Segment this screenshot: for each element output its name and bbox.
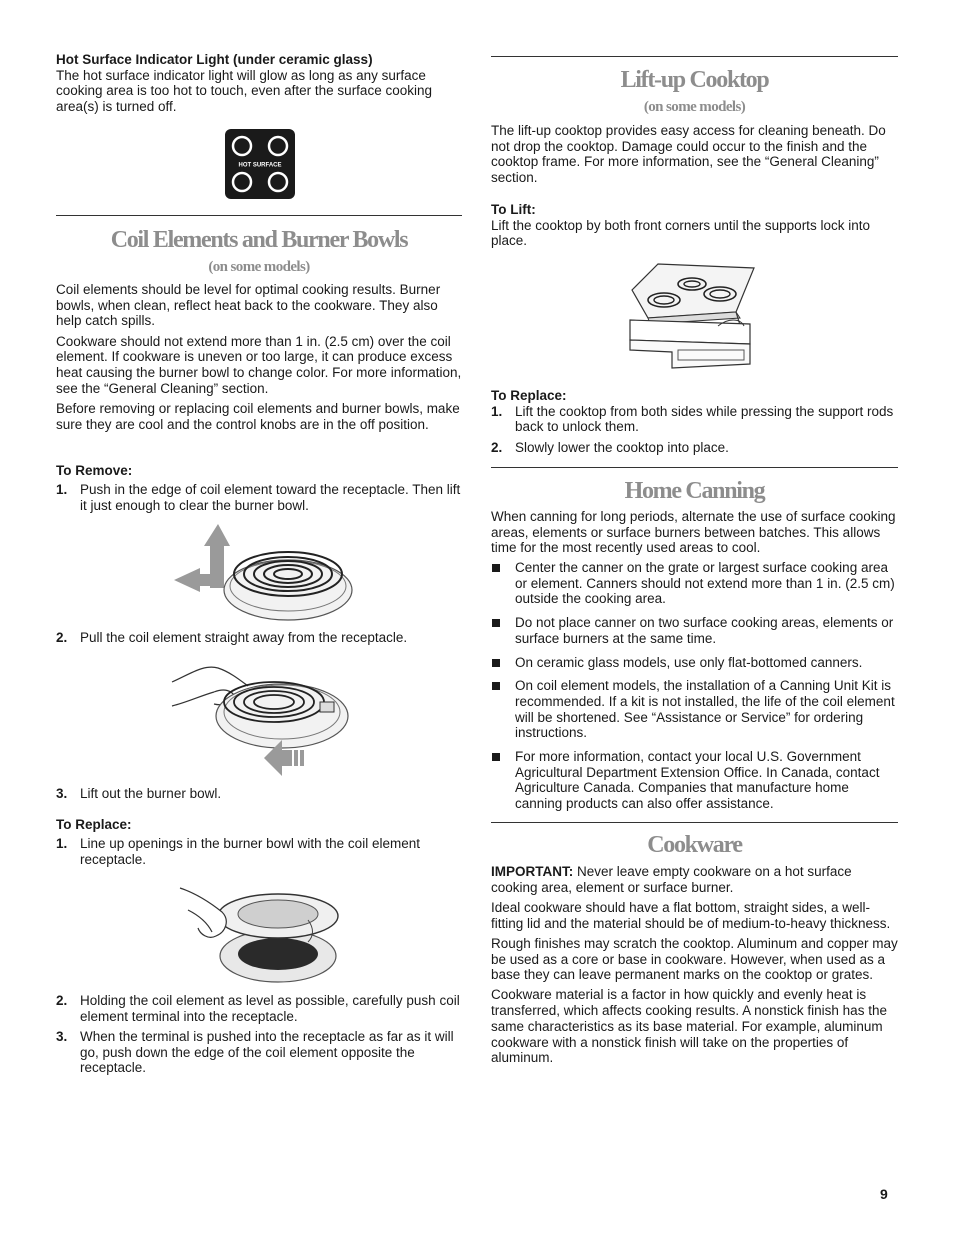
coil-paragraph-2: Cookware should not extend more than 1 in. (2.5 cm) over the coil element. If cookware is uneven or too large, it can produce excess heat causing the burner bowl to change color. For more information, see the “General Cleaning” section. <box>56 333 462 396</box>
cookware-paragraph-1: Ideal cookware should have a flat bottom, straight sides, a well-fitting lid and the material should be of medium-to-heavy thickness. <box>491 899 891 931</box>
list-item <box>491 749 898 812</box>
hot-surface-section <box>56 52 462 115</box>
step-number: 1. <box>491 403 503 419</box>
liftup-replace-block <box>491 388 898 455</box>
step-text: Lift out the burner bowl. <box>80 786 222 801</box>
liftup-lift-body: Lift the cooktop by both front corners until the supports lock into place. <box>491 217 870 249</box>
liftup-replace-heading: To Replace: <box>491 388 567 403</box>
list-item-text: For more information, contact your local U.S. Government Agricultural Department Extension Office. In Canada, contact Agriculture Canada. Companies that manufacture home canning products can also offer assistance. <box>515 749 880 812</box>
cookware-important <box>491 864 898 895</box>
burner-bowl-replace-illustration <box>178 876 348 986</box>
coil-remove-step-1 <box>56 482 462 513</box>
hot-surface-heading: Hot Surface Indicator Light (under ceramic glass) <box>56 52 373 67</box>
bullet-square-icon <box>492 659 500 667</box>
cookware-body <box>491 864 898 1066</box>
coil-replace-step-1 <box>56 836 462 867</box>
coil-remove-heading-block <box>56 463 462 479</box>
step-number: 2. <box>56 630 68 645</box>
page-number: 9 <box>880 1186 888 1202</box>
step-text: Slowly lower the cooktop into place. <box>515 439 729 455</box>
list-item <box>491 560 898 607</box>
bullet-square-icon <box>492 682 500 690</box>
liftup-body: The lift-up cooktop provides easy access for cleaning beneath. Do not drop the cooktop. Damage could occur to the finish and the cooktop frame. For more information, see the “General Cleaning” section. <box>491 123 886 186</box>
list-item-text: Do not place canner on two surface cooking areas, elements or surface burners at the same time. <box>515 615 894 646</box>
liftup-lift-heading: To Lift: <box>491 202 536 217</box>
list-item-text: On ceramic glass models, use only flat-bottomed canners. <box>515 654 863 670</box>
bullet-square-icon <box>492 619 500 627</box>
coil-remove-step-2 <box>56 630 462 646</box>
coil-section-title: Coil Elements and Burner Bowls <box>110 227 408 253</box>
cookware-section-title: Cookware <box>647 832 742 858</box>
canning-intro <box>491 509 898 556</box>
liftup-replace-step-2 <box>491 440 898 456</box>
coil-paragraph-1: Coil elements should be level for optimal cooking results. Burner bowls, when clean, reflect heat back to the cookware. They also help catch spills. <box>56 282 441 329</box>
liftup-lift-block <box>491 202 898 249</box>
coil-paragraph-3: Before removing or replacing coil elements and burner bowls, make sure they are cool and the control knobs are in the off position. <box>56 400 460 432</box>
section-divider <box>491 822 898 823</box>
list-item-text: On coil element models, the installation of a Canning Unit Kit is recommended. If a kit is not installed, the life of the coil element will be shortened. See “Assistance or Service” for ordering instructions. <box>515 678 895 741</box>
step-number: 3. <box>56 786 68 801</box>
important-text: Never leave empty cookware on a hot surface cooking area, element or surface burner. <box>491 864 852 895</box>
step-number: 1. <box>56 836 68 851</box>
section-divider <box>56 215 462 216</box>
coil-replace-heading-block <box>56 817 462 833</box>
bullet-square-icon <box>492 753 500 761</box>
hot-surface-icon-label: HOT SURFACE <box>238 162 282 169</box>
step-text: Pull the coil element straight away from the receptacle. <box>80 630 408 645</box>
liftup-intro <box>491 123 898 186</box>
list-item <box>491 655 898 671</box>
canning-bullet-list <box>491 560 898 812</box>
lifted-cooktop-illustration <box>628 260 756 370</box>
section-divider <box>491 467 898 468</box>
step-text: Push in the edge of coil element toward the receptacle. Then lift it just enough to clear the burner bowl. <box>80 482 461 513</box>
coil-section-subtitle: (on some models) <box>208 259 310 275</box>
hot-surface-indicator-icon <box>225 129 295 199</box>
list-item <box>491 615 898 646</box>
coil-replace-heading: To Replace: <box>56 817 132 832</box>
list-item-text: Center the canner on the grate or largest surface cooking area or element. Canners should not extend more than 1 in. (2.5 cm) outside the cooking area. <box>515 560 895 607</box>
step-text: Holding the coil element as level as possible, carefully push coil element terminal into the receptacle. <box>80 993 460 1024</box>
canning-section-title: Home Canning <box>624 478 765 504</box>
liftup-section-subtitle: (on some models) <box>643 99 746 115</box>
section-divider <box>491 56 898 57</box>
cookware-paragraph-3: Cookware material is a factor in how quickly and evenly heat is transferred, which affects cooking results. A nonstick finish has the same characteristics as its base material. For example, aluminum cookware with a nonstick finish will take on the properties of aluminum. <box>491 987 887 1066</box>
step-number: 1. <box>56 482 68 497</box>
step-number: 2. <box>56 993 68 1008</box>
coil-remove-step-3 <box>56 786 462 802</box>
coil-lift-illustration <box>170 522 360 622</box>
step-number: 2. <box>491 439 503 455</box>
hot-surface-body: The hot surface indicator light will glow as long as any surface cooking area is too hot to touch, even after the surface cooking area(s) is turned off. <box>56 67 432 115</box>
step-text: When the terminal is pushed into the receptacle as far as it will go, push down the edge of the coil element opposite the receptacle. <box>80 1028 454 1076</box>
coil-remove-heading: To Remove: <box>56 463 133 478</box>
cookware-paragraph-2: Rough finishes may scratch the cooktop. Aluminum and copper may be used as a core or base in cookware. However, when used as a base they can leave permanent marks on the cooktop or grates. <box>491 935 898 983</box>
coil-replace-steps <box>56 993 462 1076</box>
coil-pull-illustration <box>170 654 360 778</box>
bullet-square-icon <box>492 564 500 572</box>
list-item <box>491 678 898 741</box>
step-text: Line up openings in the burner bowl with the coil element receptacle. <box>80 836 420 867</box>
liftup-replace-step-1 <box>491 404 898 435</box>
step-number: 3. <box>56 1028 68 1044</box>
liftup-section-title: Lift-up Cooktop <box>620 67 769 93</box>
coil-intro <box>56 282 462 432</box>
canning-intro-text: When canning for long periods, alternate the use of surface cooking areas, elements or surface burners between batches. This allows time for the most recently used areas to cool. <box>491 509 896 556</box>
important-label: IMPORTANT: <box>491 864 574 879</box>
step-text: Lift the cooktop from both sides while pressing the support rods back to unlock them. <box>515 403 894 435</box>
